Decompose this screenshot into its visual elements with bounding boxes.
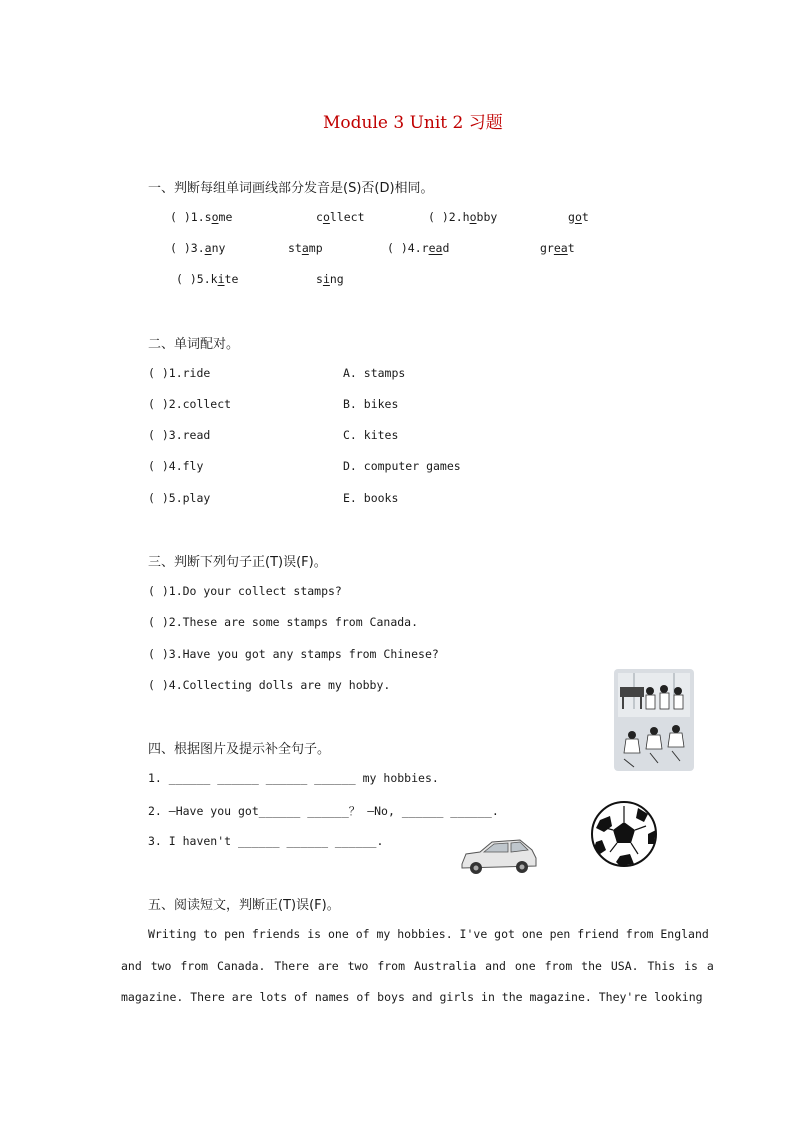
s1-item-4-word2: great — [540, 241, 575, 255]
s4-item-1: 1. ______ ______ ______ ______ my hobbies. — [148, 771, 439, 785]
s2-left-5: ( )5.play — [148, 491, 211, 505]
answer-bracket[interactable]: ( ) — [176, 272, 197, 286]
soccer-ball-picture — [590, 800, 658, 872]
s1-item-3: ( )3.any — [170, 241, 226, 255]
s4-item-3: 3. I haven't ______ ______ ______. — [148, 834, 384, 848]
passage-line-2: and two from Canada. There are two from Australia and one from the USA. This is a — [121, 959, 714, 973]
s3-item-2: ( )2.These are some stamps from Canada. — [148, 615, 419, 629]
section-1-heading: 一、判断每组单词画线部分发音是(S)否(D)相同。 — [148, 181, 434, 196]
s2-left-4: ( )4.fly — [148, 459, 204, 473]
section-3-heading: 三、判断下列句子正(T)误(F)。 — [148, 555, 327, 570]
classroom-picture — [614, 669, 694, 771]
answer-bracket[interactable]: ( ) — [387, 241, 408, 255]
s1-item-2: ( )2.hobby — [428, 210, 498, 224]
s2-right-3: C. kites — [343, 428, 399, 442]
answer-bracket[interactable]: ( ) — [170, 241, 191, 255]
s3-item-1: ( )1.Do your collect stamps? — [148, 584, 342, 598]
s1-item-3-word2: stamp — [288, 241, 323, 255]
s2-left-3: ( )3.read — [148, 428, 211, 442]
section-2-heading: 二、单词配对。 — [148, 337, 240, 352]
answer-bracket[interactable]: ( ) — [170, 210, 191, 224]
section-5-heading: 五、阅读短文，判断正(T)误(F)。 — [148, 898, 340, 913]
s4-item-2: 2. —Have you got______ ______？ —No, ______ ______. — [148, 804, 499, 818]
s1-item-2-word2: got — [568, 210, 589, 224]
s2-right-5: E. books — [343, 491, 399, 505]
s1-item-1-word2: collect — [316, 210, 365, 224]
s3-item-3: ( )3.Have you got any stamps from Chinese? — [148, 647, 439, 661]
s1-item-1: ( )1.some — [170, 210, 233, 224]
page-title: Module 3 Unit 2 习题 — [323, 113, 503, 133]
s1-item-5-word2: sing — [316, 272, 344, 286]
s2-left-2: ( )2.collect — [148, 397, 232, 411]
section-4-heading: 四、根据图片及提示补全句子。 — [148, 742, 331, 757]
s2-right-2: B. bikes — [343, 397, 399, 411]
s1-item-4: ( )4.read — [387, 241, 450, 255]
s3-item-4: ( )4.Collecting dolls are my hobby. — [148, 678, 391, 692]
passage-line-1: Writing to pen friends is one of my hobbies. I've got one pen friend from England — [148, 927, 709, 941]
passage-line-3: magazine. There are lots of names of boys and girls in the magazine. They're looking — [121, 990, 703, 1004]
s1-item-5: ( )5.kite — [176, 272, 239, 286]
s2-left-1: ( )1.ride — [148, 366, 211, 380]
answer-bracket[interactable]: ( ) — [428, 210, 449, 224]
car-picture — [458, 834, 538, 882]
s2-right-4: D. computer games — [343, 459, 461, 473]
s2-right-1: A. stamps — [343, 366, 406, 380]
